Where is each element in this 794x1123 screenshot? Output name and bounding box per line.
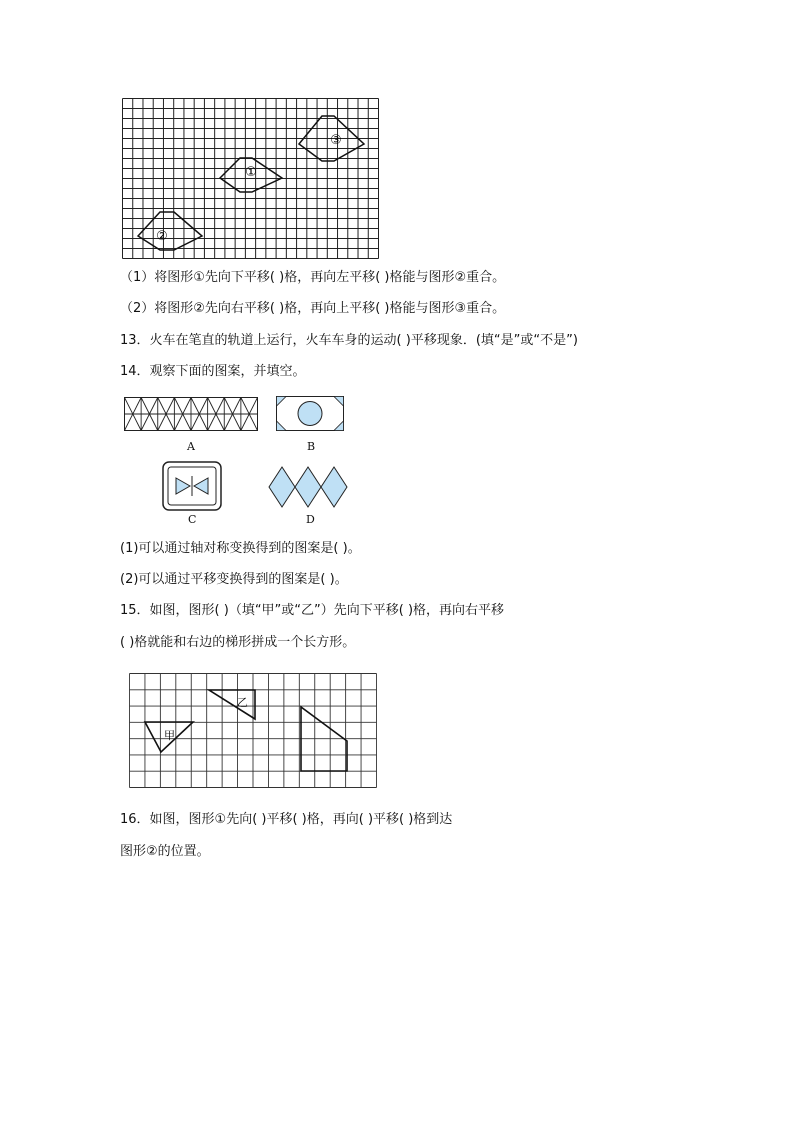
- caption-a: A: [187, 440, 195, 453]
- pattern-c: [162, 461, 222, 511]
- shape-1-label: ①: [245, 165, 257, 180]
- q12-part2: （2）将图形②先向右平移( )格，再向上平移( )格能与图形③重合。: [120, 301, 506, 316]
- q12-part1: （1）将图形①先向下平移( )格，再向左平移( )格能与图形②重合。: [120, 270, 506, 285]
- caption-b: B: [307, 440, 316, 453]
- pattern-d: [268, 466, 352, 508]
- q16-line1: 16．如图，图形①先向( )平移( )格，再向( )平移( )格到达: [120, 812, 453, 827]
- caption-d: D: [306, 513, 315, 526]
- q14-fill2: (2)可以通过平移变换得到的图案是( )。: [120, 572, 348, 587]
- q13-text: 13．火车在笔直的轨道上运行，火车车身的运动( )平移现象．(填“是”或“不是”): [120, 333, 578, 348]
- caption-c: C: [188, 513, 197, 526]
- q12-grid-figure: [122, 98, 379, 259]
- label-yi: 乙: [237, 696, 248, 709]
- q15-grid-figure: [129, 673, 377, 788]
- triangle-yi: [209, 690, 255, 719]
- q15-line1: 15．如图，图形( )（填“甲”或“乙”）先向下平移( )格，再向右平移: [120, 603, 505, 618]
- shape-2: [138, 212, 202, 250]
- q16-line2: 图形②的位置。: [120, 844, 210, 859]
- q15-line2: ( )格就能和右边的梯形拼成一个长方形。: [120, 635, 356, 650]
- pattern-b: [276, 396, 344, 431]
- shape-3-label: ③: [330, 133, 342, 148]
- pattern-a: [124, 397, 258, 431]
- shape-2-label: ②: [156, 229, 168, 244]
- q14-title: 14．观察下面的图案，并填空。: [120, 364, 306, 379]
- label-jia: 甲: [164, 729, 175, 742]
- q14-fill1: (1)可以通过轴对称变换得到的图案是( )。: [120, 541, 361, 556]
